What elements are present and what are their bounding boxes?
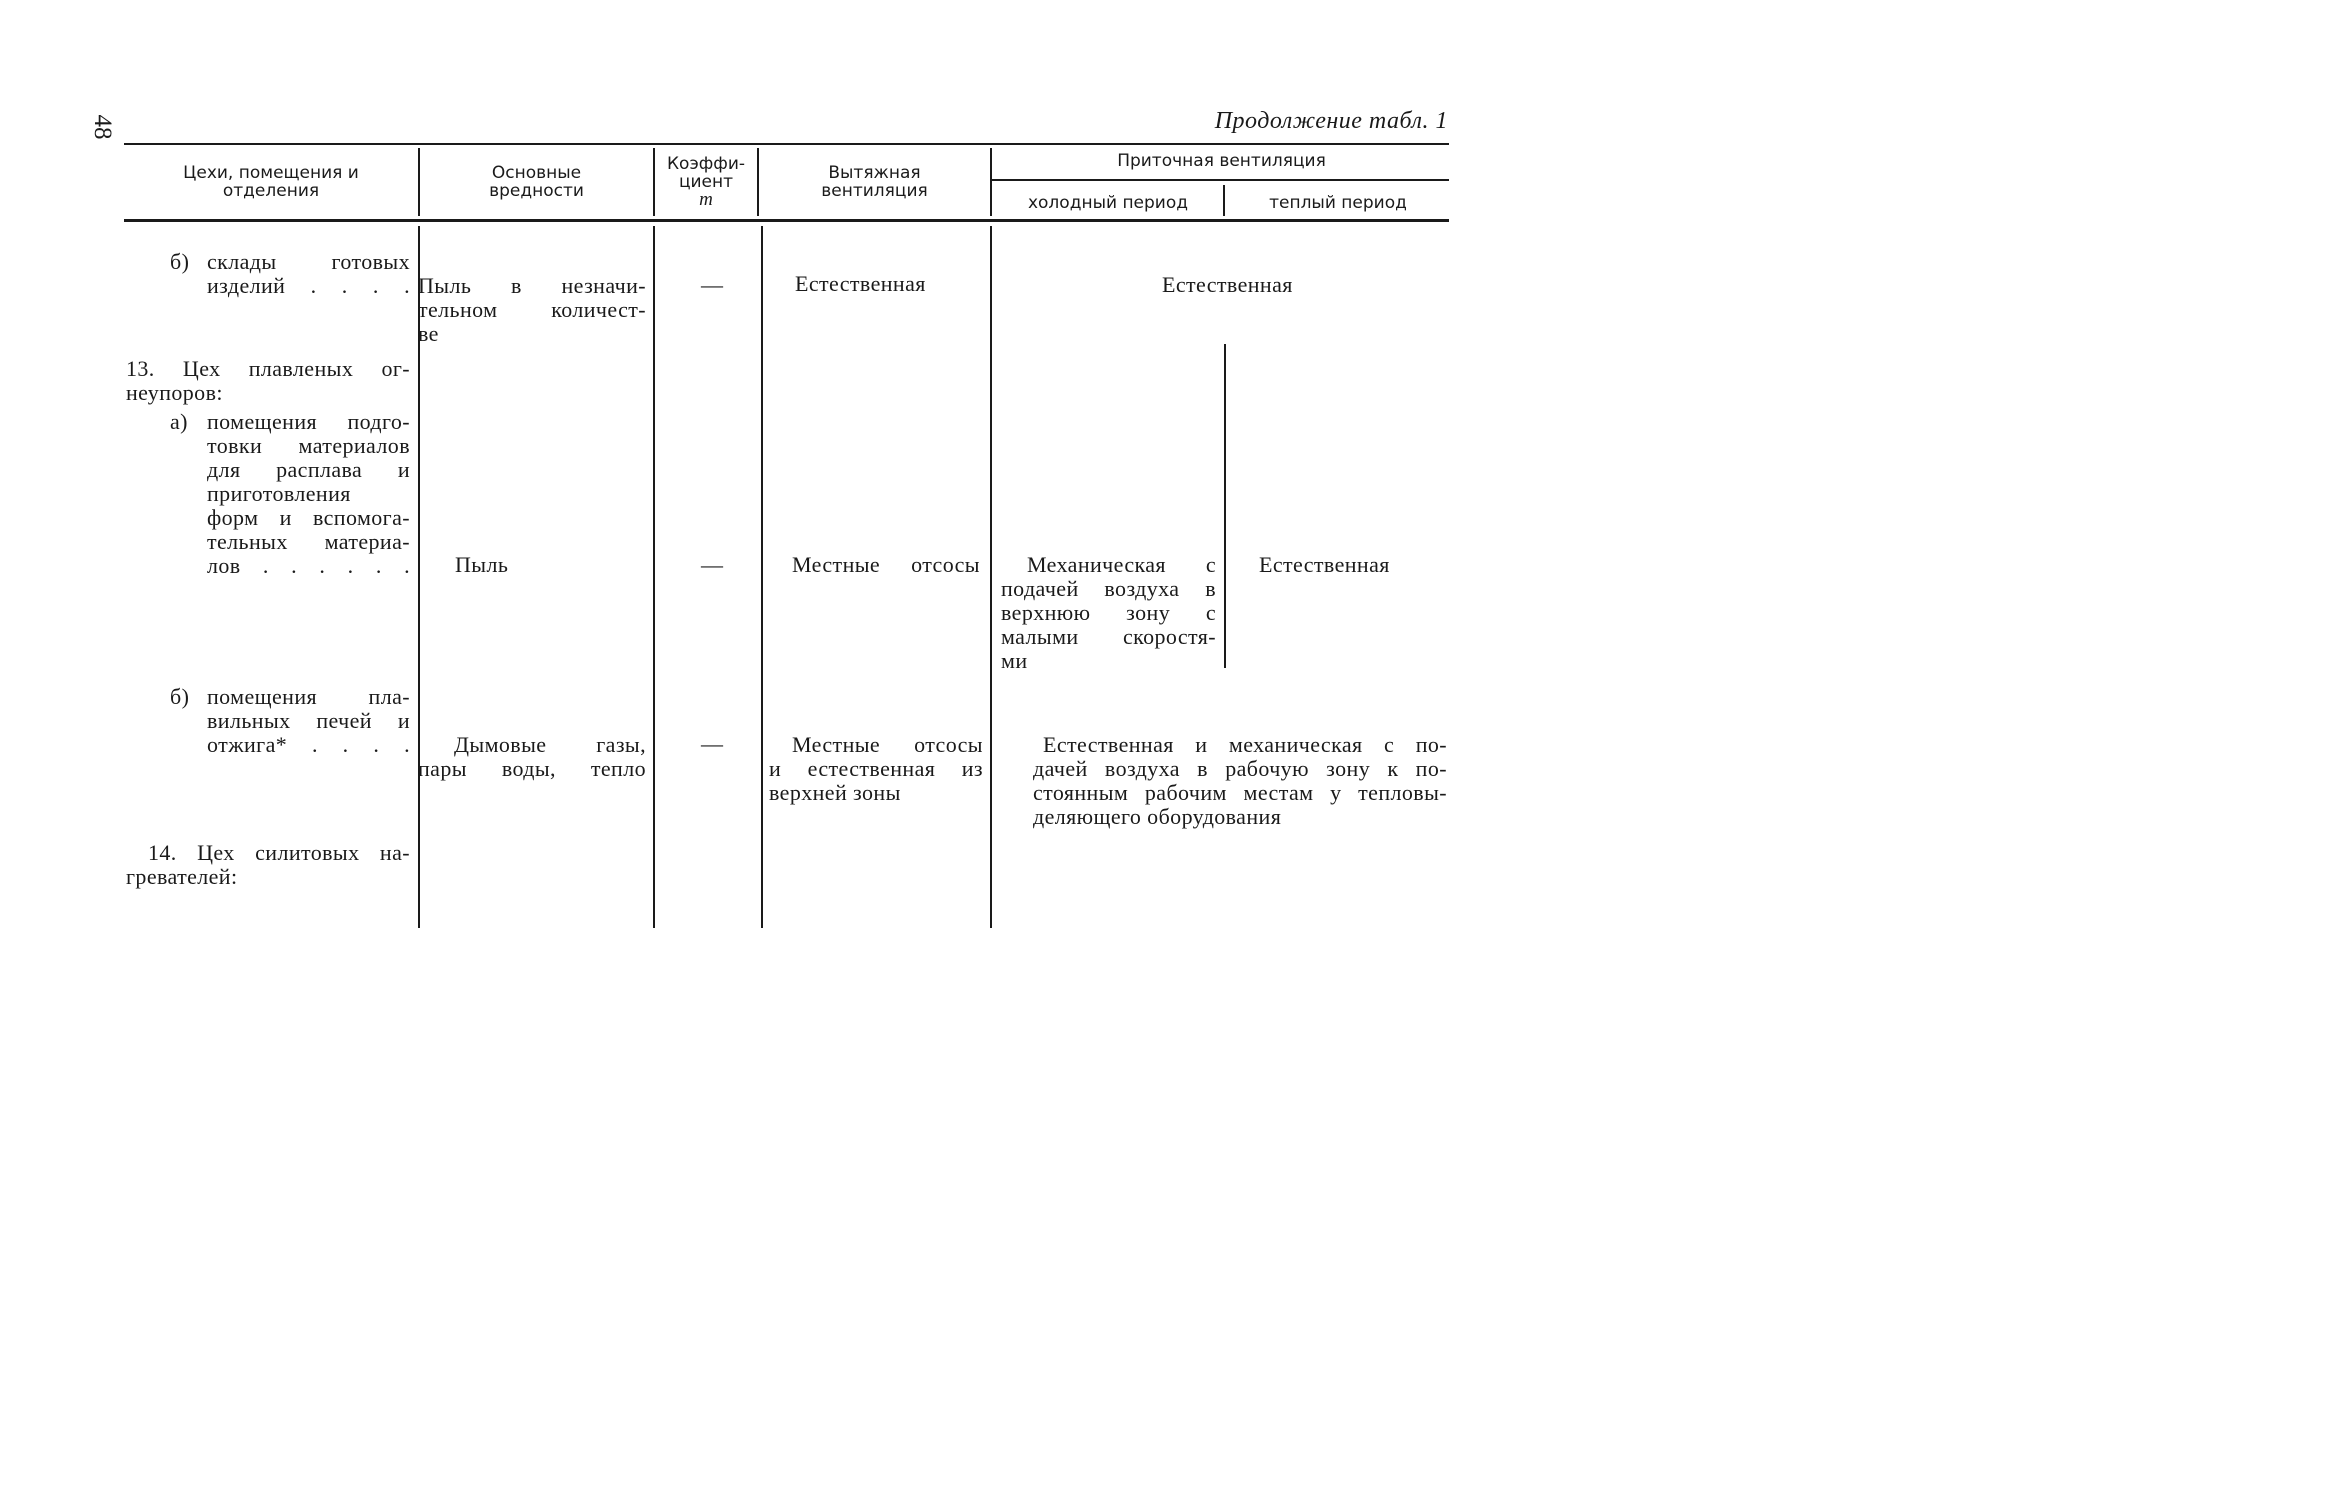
row-preparation-exhaust: Местные отсосы [792, 552, 980, 577]
section-13-title: 13. Цех плавленых ог- неупоров: [126, 356, 410, 405]
row-warehouses-exhaust: Естественная [795, 271, 926, 296]
row-preparation-marker: а) [170, 409, 188, 434]
row-furnaces-exhaust: Местные отсосы и естественная из верхней зоны [769, 732, 983, 805]
header-main-hazards: Основные вредности [489, 163, 584, 201]
header-cold-period: холодный период [1027, 193, 1189, 213]
header-supply-ventilation: Приточная вентиляция [1117, 151, 1326, 171]
header-divider-5 [1223, 185, 1225, 216]
row-preparation-hazard: Пыль [455, 552, 509, 577]
row-furnaces-marker: б) [170, 684, 190, 709]
row-preparation-supply-cold: Механическая с подачей воздуха в верхнюю зону с малыми скоростя- ми [1001, 552, 1216, 673]
row-warehouses-supply: Естественная [1162, 272, 1293, 297]
table-continuation-caption: Продолжение табл. 1 [1214, 108, 1448, 134]
table-top-rule [124, 143, 1449, 145]
body-divider-3 [761, 226, 763, 928]
header-coefficient: Коэффи- циент m [666, 154, 746, 210]
header-bottom-rule [124, 219, 1449, 222]
header-warm-period: теплый период [1269, 193, 1407, 213]
header-divider-1 [418, 148, 420, 216]
header-exhaust-ventilation: Вытяжная вентиляция [821, 163, 928, 201]
row-warehouses-hazard: Пыль в незначи- тельном количест- ве [418, 273, 646, 346]
header-divider-3 [757, 148, 759, 216]
row-furnaces-coefficient: — [701, 731, 723, 756]
body-divider-2 [653, 226, 655, 928]
row-preparation-name: помещения подго- товки материалов для расплава и приготовления форм и вспомога- тельных материа- лов . . . . . . [207, 409, 410, 578]
header-divider-4 [990, 148, 992, 216]
supply-subheader-rule [992, 179, 1449, 181]
row-furnaces-supply: Естественная и механическая с по- дачей воздуха в рабочую зону к по- стоянным рабочим местам у тепловы- деляющего оборудования [1033, 732, 1447, 829]
row-furnaces-name: помещения пла- вильных печей и отжига* . . . . [207, 684, 410, 757]
header-workshops: Цехи, помещения и отделения [183, 163, 359, 201]
row-warehouses-name: склады готовых изделий . . . . [207, 249, 410, 298]
row-warehouses-marker: б) [170, 249, 190, 274]
header-divider-2 [653, 148, 655, 216]
row-preparation-coefficient: — [701, 552, 723, 577]
row-warehouses-coefficient: — [701, 272, 723, 297]
row-preparation-supply-warm: Естественная [1259, 552, 1390, 577]
body-divider-supply-split [1224, 344, 1226, 668]
page-number: 48 [89, 114, 116, 140]
body-divider-4 [990, 226, 992, 928]
section-14-title: 14. Цех силитовых на- гревателей: [126, 840, 410, 889]
row-furnaces-hazard: Дымовые газы, пары воды, тепло [418, 732, 646, 781]
